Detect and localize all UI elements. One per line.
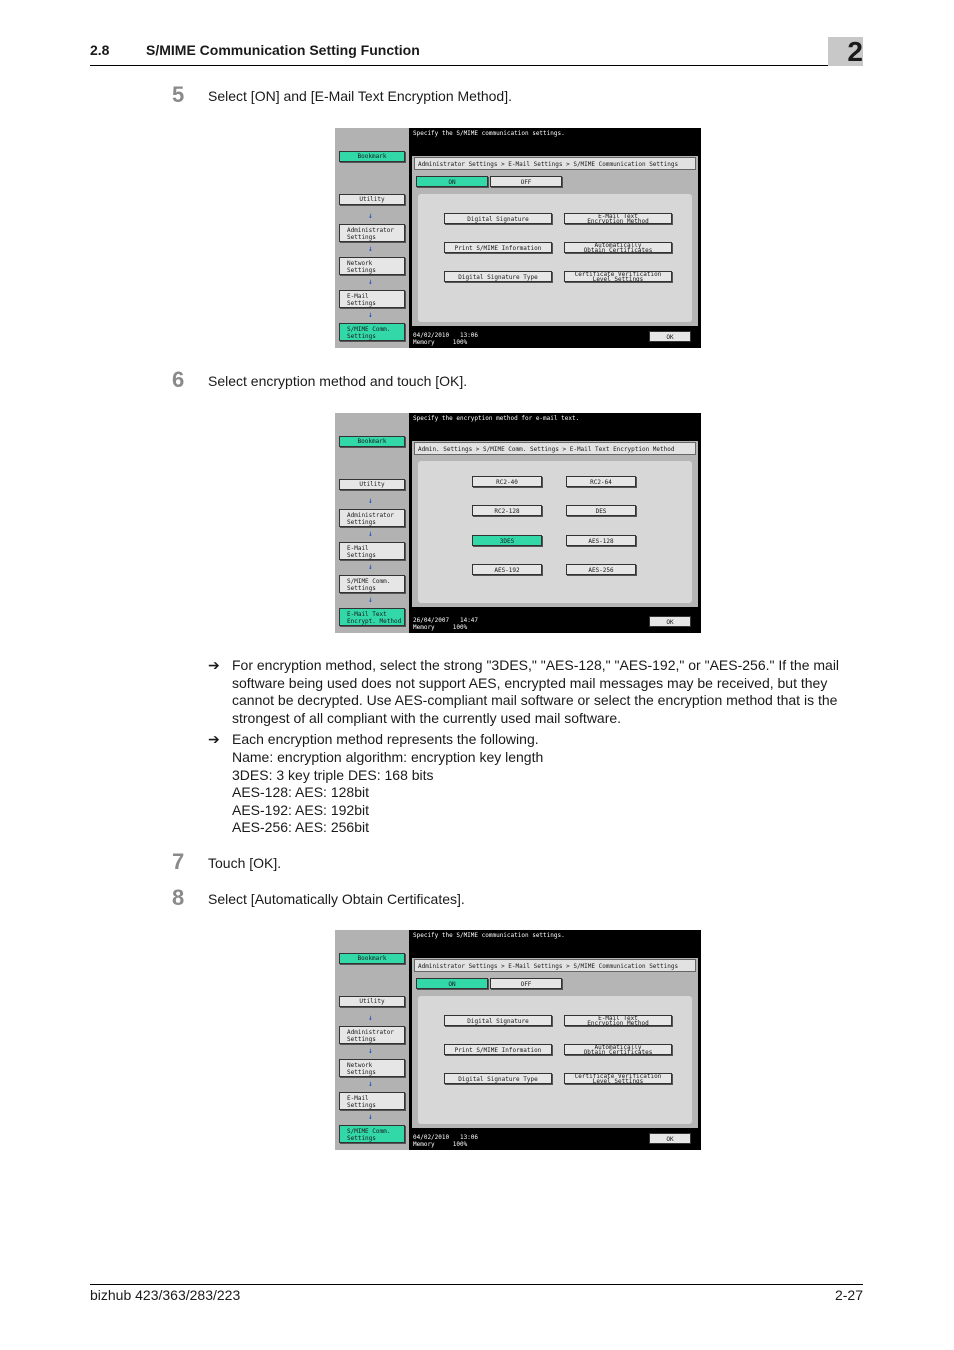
settings-panel bbox=[412, 958, 698, 1128]
options-area bbox=[418, 461, 692, 603]
options-area bbox=[418, 194, 692, 322]
note-text: 3DES: 3 key triple DES: 168 bits bbox=[232, 766, 434, 783]
notes bbox=[208, 657, 868, 841]
section-title: S/MIME Communication Setting Function bbox=[146, 42, 420, 58]
note-item bbox=[208, 731, 868, 837]
memory-value: 100% bbox=[452, 339, 468, 346]
sidebar-email-settings[interactable]: E-Mail Settings bbox=[339, 290, 405, 308]
down-arrow-icon: ↓ bbox=[368, 244, 373, 253]
main-area bbox=[410, 930, 701, 1150]
sidebar-network-settings[interactable]: Network Settings bbox=[339, 257, 405, 275]
sidebar bbox=[335, 128, 409, 348]
date: 26/04/2007 bbox=[413, 617, 450, 624]
settings-panel bbox=[412, 156, 698, 326]
off-button[interactable]: OFF bbox=[490, 176, 562, 187]
arrow-icon: ➔ bbox=[208, 657, 220, 673]
method-aes-128[interactable]: AES-128 bbox=[566, 535, 636, 546]
down-arrow-icon: ↓ bbox=[368, 496, 373, 505]
email-text-encryption-method-button[interactable]: E-Mail Text Encryption Method bbox=[564, 1015, 672, 1026]
step-number: 5 bbox=[172, 82, 185, 107]
down-arrow-icon: ↓ bbox=[368, 1079, 373, 1088]
down-arrow-icon: ↓ bbox=[368, 1046, 373, 1055]
method-rc2-128[interactable]: RC2-128 bbox=[472, 505, 542, 516]
step-text: Select [ON] and [E-Mail Text Encryption Method]. bbox=[208, 88, 512, 104]
sidebar-smime-settings[interactable]: S/MIME Comm. Settings bbox=[339, 575, 405, 593]
method-3des[interactable]: 3DES bbox=[472, 535, 542, 546]
method-aes-192[interactable]: AES-192 bbox=[472, 564, 542, 575]
memory-label: Memory bbox=[413, 1141, 435, 1148]
down-arrow-icon: ↓ bbox=[368, 211, 373, 220]
sidebar-smime-settings[interactable]: S/MIME Comm. Settings bbox=[339, 323, 405, 341]
note-text: For encryption method, select the strong "3DES," "AES-128," "AES-192," or "AES-256." If the mail software being used does not support AES, encrypted mail messages may be received, but they cannot be decrypted. Use AES-compliant mail software or select the encryption method that is the strongest of all compliant with the currently used mail software. bbox=[232, 657, 840, 726]
main-area bbox=[410, 413, 701, 633]
email-text-encryption-method-button[interactable]: E-Mail Text Encryption Method bbox=[564, 213, 672, 224]
main-area bbox=[410, 128, 701, 348]
down-arrow-icon: ↓ bbox=[368, 1112, 373, 1121]
sidebar-bookmark[interactable]: Bookmark bbox=[339, 436, 405, 447]
method-rc2-64[interactable]: RC2-64 bbox=[566, 476, 636, 487]
screenshot-smime-settings-2 bbox=[335, 930, 701, 1150]
breadcrumb: Administrator Settings > E-Mail Settings > S/MIME Communication Settings bbox=[414, 959, 696, 972]
sidebar-utility[interactable]: Utility bbox=[339, 479, 405, 490]
ok-button[interactable]: OK bbox=[649, 331, 691, 342]
sidebar-admin-settings[interactable]: Administrator Settings bbox=[339, 1026, 405, 1044]
sidebar-admin-settings[interactable]: Administrator Settings bbox=[339, 224, 405, 242]
step-number: 8 bbox=[172, 885, 185, 910]
status-bar bbox=[413, 1134, 478, 1148]
automatically-obtain-certificates-button[interactable]: Automatically Obtain Certificates bbox=[564, 242, 672, 253]
sidebar-email-text-encrypt[interactable]: E-Mail Text Encrypt. Method bbox=[339, 608, 405, 626]
footer-model: bizhub 423/363/283/223 bbox=[90, 1287, 241, 1303]
down-arrow-icon: ↓ bbox=[368, 529, 373, 538]
sidebar-email-settings[interactable]: E-Mail Settings bbox=[339, 1092, 405, 1110]
sidebar-smime-settings[interactable]: S/MIME Comm. Settings bbox=[339, 1125, 405, 1143]
print-smime-information-button[interactable]: Print S/MIME Information bbox=[444, 242, 552, 253]
step-text: Select [Automatically Obtain Certificates]. bbox=[208, 891, 465, 907]
down-arrow-icon: ↓ bbox=[368, 595, 373, 604]
certificate-verification-level-button[interactable]: Certificate Verification Level Settings bbox=[564, 271, 672, 282]
footer-rule bbox=[90, 1284, 863, 1285]
note-item bbox=[208, 657, 868, 727]
automatically-obtain-certificates-button[interactable]: Automatically Obtain Certificates bbox=[564, 1044, 672, 1055]
sidebar-utility[interactable]: Utility bbox=[339, 194, 405, 205]
status-bar bbox=[413, 332, 478, 346]
time: 13:06 bbox=[459, 332, 479, 339]
sidebar-admin-settings[interactable]: Administrator Settings bbox=[339, 509, 405, 527]
note-text: AES-128: AES: 128bit bbox=[232, 784, 369, 801]
down-arrow-icon: ↓ bbox=[368, 562, 373, 571]
on-button[interactable]: ON bbox=[416, 978, 488, 989]
method-aes-256[interactable]: AES-256 bbox=[566, 564, 636, 575]
certificate-verification-level-button[interactable]: Certificate Verification Level Settings bbox=[564, 1073, 672, 1084]
settings-panel bbox=[412, 441, 698, 607]
on-button[interactable]: ON bbox=[416, 176, 488, 187]
ok-button[interactable]: OK bbox=[649, 1133, 691, 1144]
section-number: 2.8 bbox=[90, 42, 110, 58]
screen-message: Specify the S/MIME communication settings. bbox=[413, 932, 565, 939]
screen-message: Specify the encryption method for e-mail text. bbox=[413, 415, 580, 422]
digital-signature-type-button[interactable]: Digital Signature Type bbox=[444, 271, 552, 282]
memory-value: 100% bbox=[452, 624, 468, 631]
ok-button[interactable]: OK bbox=[649, 616, 691, 627]
date: 04/02/2010 bbox=[413, 1134, 450, 1141]
sidebar-utility[interactable]: Utility bbox=[339, 996, 405, 1007]
screenshot-smime-settings bbox=[335, 128, 701, 348]
down-arrow-icon: ↓ bbox=[368, 1013, 373, 1022]
step-number: 6 bbox=[172, 367, 185, 392]
down-arrow-icon: ↓ bbox=[368, 277, 373, 286]
chapter-number: 2 bbox=[847, 36, 863, 67]
down-arrow-icon: ↓ bbox=[368, 310, 373, 319]
memory-label: Memory bbox=[413, 339, 435, 346]
status-bar bbox=[413, 617, 478, 631]
note-text: AES-192: AES: 192bit bbox=[232, 801, 369, 818]
step-text: Select encryption method and touch [OK]. bbox=[208, 373, 468, 389]
step-number: 7 bbox=[172, 849, 185, 874]
sidebar bbox=[335, 930, 409, 1150]
screenshot-encryption-method bbox=[335, 413, 701, 633]
footer-page-number: 2-27 bbox=[834, 1287, 863, 1303]
sidebar-bookmark[interactable]: Bookmark bbox=[339, 953, 405, 964]
print-smime-information-button[interactable]: Print S/MIME Information bbox=[444, 1044, 552, 1055]
breadcrumb: Admin. Settings > S/MIME Comm. Settings > E-Mail Text Encryption Method bbox=[414, 442, 696, 455]
screen-message: Specify the S/MIME communication settings. bbox=[413, 130, 565, 137]
method-rc2-40[interactable]: RC2-40 bbox=[472, 476, 542, 487]
sidebar-network-settings[interactable]: Network Settings bbox=[339, 1059, 405, 1077]
digital-signature-type-button[interactable]: Digital Signature Type bbox=[444, 1073, 552, 1084]
date: 04/02/2010 bbox=[413, 332, 450, 339]
digital-signature-button[interactable]: Digital Signature bbox=[444, 1015, 552, 1026]
note-text: Name: encryption algorithm: encryption key length bbox=[232, 748, 544, 765]
note-text: Each encryption method represents the following. bbox=[232, 731, 539, 748]
arrow-icon: ➔ bbox=[208, 731, 220, 748]
method-des[interactable]: DES bbox=[566, 505, 636, 516]
off-button[interactable]: OFF bbox=[490, 978, 562, 989]
sidebar bbox=[335, 413, 409, 633]
note-text: AES-256: AES: 256bit bbox=[232, 819, 369, 836]
header-rule bbox=[90, 65, 863, 66]
sidebar-bookmark[interactable]: Bookmark bbox=[339, 151, 405, 162]
breadcrumb: Administrator Settings > E-Mail Settings > S/MIME Communication Settings bbox=[414, 157, 696, 170]
step-text: Touch [OK]. bbox=[208, 855, 282, 871]
time: 13:06 bbox=[459, 1134, 479, 1141]
time: 14:47 bbox=[459, 617, 479, 624]
digital-signature-button[interactable]: Digital Signature bbox=[444, 213, 552, 224]
memory-value: 100% bbox=[452, 1141, 468, 1148]
options-area bbox=[418, 996, 692, 1124]
memory-label: Memory bbox=[413, 624, 435, 631]
sidebar-email-settings[interactable]: E-Mail Settings bbox=[339, 542, 405, 560]
